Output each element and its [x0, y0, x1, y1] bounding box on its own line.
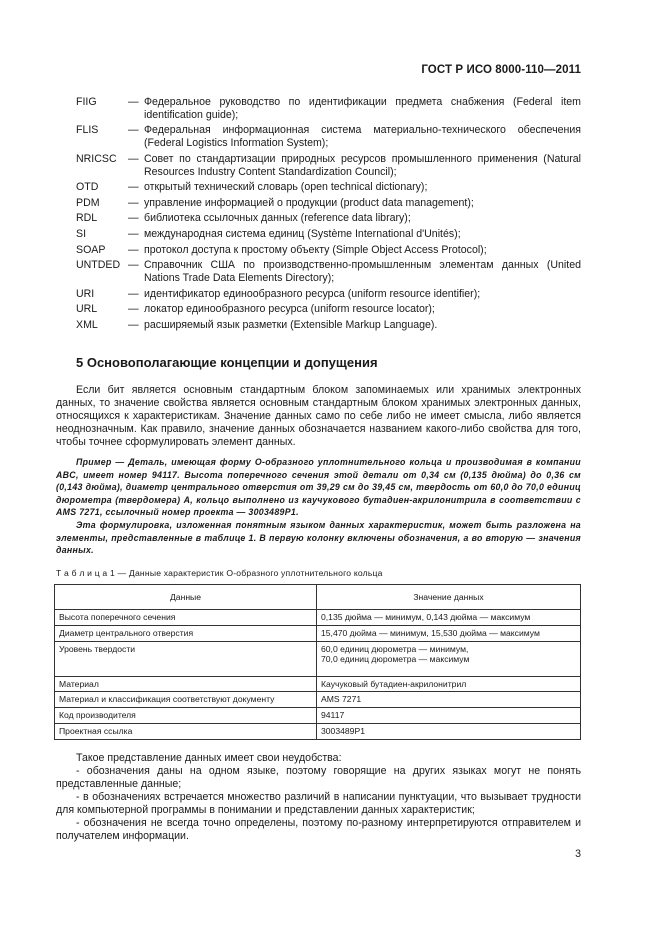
table-cell-line: 70,0 единиц дюрометра — максимум — [321, 654, 470, 665]
table-cell-value: 3003489P1 — [317, 723, 581, 739]
abbreviation-row — [76, 124, 581, 150]
data-table — [54, 584, 581, 740]
abbreviation-dash: — — [128, 287, 139, 300]
abbreviation-definition: Совет по стандартизации природных ресурсов промышленного применения (Natural Resources Industry Content Standardization Council); — [144, 152, 581, 178]
abbreviation-term: UNTDED — [76, 259, 121, 272]
abbreviation-term: FIIG — [76, 96, 97, 108]
abbreviation-term: URL — [76, 303, 98, 316]
abbreviation-dash: — — [128, 212, 139, 225]
abbreviation-definition: открытый технический словарь (open technical dictionary); — [144, 181, 428, 194]
drawback-item: - обозначения не всегда точно определены, поэтому по-разному интерпретируются отправителем и получателем информации. — [56, 817, 581, 842]
intro-paragraph: Если бит является основным стандартным блоком запоминаемых или хранимых электронных данных, то значение свойства является основным стандартным блоком хранимых электронных данных, относящихся к характеристикам. Значение данных само по себе либо не имеет смысла, либо является неоднозначным. Как правило, значение данных обозначается названием какого-либо свойства для того, чтобы точнее сформулировать элемент данных. — [56, 384, 581, 448]
abbreviation-dash: — — [128, 318, 139, 331]
abbreviation-row — [76, 212, 581, 225]
abbreviation-term: XML — [76, 318, 98, 331]
table-header-row — [55, 585, 581, 610]
abbreviation-term: URI — [76, 287, 95, 300]
table-row — [55, 610, 581, 626]
abbreviation-dash: — — [128, 303, 139, 316]
drawback-item: - в обозначениях встречается множество различий в написании пунктуации, что вызывает трудности для компьютерной программы в понимании и представлении данных характеристик; — [56, 791, 581, 816]
abbreviation-term: PDM — [76, 196, 100, 209]
abbreviation-term: SOAP — [76, 243, 106, 256]
drawback-item: - обозначения даны на одном языке, поэтому говорящие на других языках могут не понять представленные данные; — [56, 765, 581, 790]
abbreviation-definition: расширяемый язык разметки (Extensible Markup Language). — [144, 318, 438, 331]
abbreviation-definition: управление информацией о продукции (product data management); — [144, 196, 474, 209]
abbreviation-term: OTD — [76, 181, 99, 194]
abbreviation-definition: библиотека ссылочных данных (reference data library); — [144, 212, 411, 225]
abbreviation-term: RDL — [76, 212, 98, 225]
table-cell-line: 60,0 единиц дюрометра — минимум, — [321, 643, 469, 654]
example-paragraph: Пример — Деталь, имеющая форму О-образного уплотнительного кольца и производимая в компании ABC, имеет номер 94117. Высота поперечного сечения этой детали от 0,34 см (0,135 дюйма) до 0,36 см (0,143 дюйма), диаметр центрального отверстия от 39,29 см до 39,45 см, твердость от 60,0 до 70,0 единиц дюрометра (твердомера) А, кольцо выполнено из каучукового бутадиен-акрилонитрила в соответствии с AMS 7271, ссылочный номер проекта — 3003489P1. — [56, 457, 581, 518]
abbreviation-term: SI — [76, 227, 87, 240]
abbreviation-row — [76, 96, 581, 122]
table-row — [55, 692, 581, 708]
table-cell-label: Уровень твердости — [55, 641, 317, 676]
table-cell-label: Проектная ссылка — [55, 723, 317, 739]
abbreviation-dash: — — [128, 227, 139, 240]
abbreviation-dash: — — [128, 152, 139, 165]
abbreviation-row — [76, 259, 581, 285]
abbreviation-row — [76, 228, 581, 241]
abbreviation-row — [76, 303, 581, 316]
abbreviation-row — [76, 288, 581, 301]
abbreviation-definition: Федеральное руководство по идентификации предмета снабжения (Federal item identification guide); — [144, 96, 581, 121]
abbreviation-definition: локатор единообразного ресурса (uniform resource locator); — [144, 303, 435, 316]
table-cell-value: 94117 — [317, 708, 581, 724]
table-cell-label: Диаметр центрального отверстия — [55, 625, 317, 641]
page-number: 3 — [575, 848, 581, 860]
page-header: ГОСТ Р ИСО 8000-110—2011 — [421, 64, 581, 76]
table-cell-label: Материал и классификация соответствуют документу — [55, 692, 317, 708]
abbreviation-definition: идентификатор единообразного ресурса (uniform resource identifier); — [144, 287, 481, 300]
table-caption: Т а б л и ц а 1 — Данные характеристик О-образного уплотнительного кольца — [56, 568, 383, 578]
table-cell-label: Материал — [55, 676, 317, 692]
section-title: 5 Основополагающие концепции и допущения — [76, 355, 378, 370]
abbreviation-term: FLIS — [76, 124, 99, 137]
abbreviation-row — [76, 244, 581, 257]
abbreviation-term: NRICSC — [76, 152, 117, 165]
abbreviation-row — [76, 181, 581, 194]
abbreviation-dash: — — [128, 124, 139, 137]
abbreviation-list — [76, 96, 581, 334]
table-cell-value: AMS 7271 — [317, 692, 581, 708]
abbreviation-row — [76, 153, 581, 179]
abbreviation-row — [76, 319, 581, 332]
table-cell-value: 15,470 дюйма — минимум, 15,530 дюйма — максимум — [317, 625, 581, 641]
abbreviation-definition: Федеральная информационная система материально-технического обеспечения (Federal Logistics Information System); — [144, 124, 581, 150]
table-row — [55, 625, 581, 641]
table-row — [55, 708, 581, 724]
table-row — [55, 723, 581, 739]
abbreviation-dash: — — [128, 181, 139, 194]
abbreviation-row — [76, 197, 581, 210]
example-continuation: Эта формулировка, изложенная понятным языком данных характеристик, может быть разложена на элементы, представленные в таблице 1. В первую колонку включены обозначения, а во вторую — значения данных. — [56, 520, 581, 556]
abbreviation-dash: — — [128, 196, 139, 209]
table-cell-value — [317, 641, 581, 676]
table-header-cell: Значение данных — [317, 585, 581, 610]
table-cell-label: Код производителя — [55, 708, 317, 724]
table-row — [55, 676, 581, 692]
abbreviation-definition: Справочник США по производственно-промышленным элементам данных (United Nations Trade Data Elements Directory); — [144, 259, 581, 284]
abbreviation-dash: — — [128, 259, 139, 272]
abbreviation-dash: — — [128, 243, 139, 256]
table-cell-value: 0,135 дюйма — минимум, 0,143 дюйма — максимум — [317, 610, 581, 626]
abbreviation-dash: — — [128, 96, 139, 108]
abbreviation-definition: международная система единиц (Système International d'Unités); — [144, 227, 461, 240]
table-cell-label: Высота поперечного сечения — [55, 610, 317, 626]
table-cell-value: Каучуковый бутадиен-акрилонитрил — [317, 676, 581, 692]
table-header-cell: Данные — [55, 585, 317, 610]
drawbacks-intro: Такое представление данных имеет свои неудобства: — [76, 752, 342, 764]
abbreviation-definition: протокол доступа к простому объекту (Simple Object Access Protocol); — [144, 243, 487, 256]
table-row — [55, 641, 581, 676]
